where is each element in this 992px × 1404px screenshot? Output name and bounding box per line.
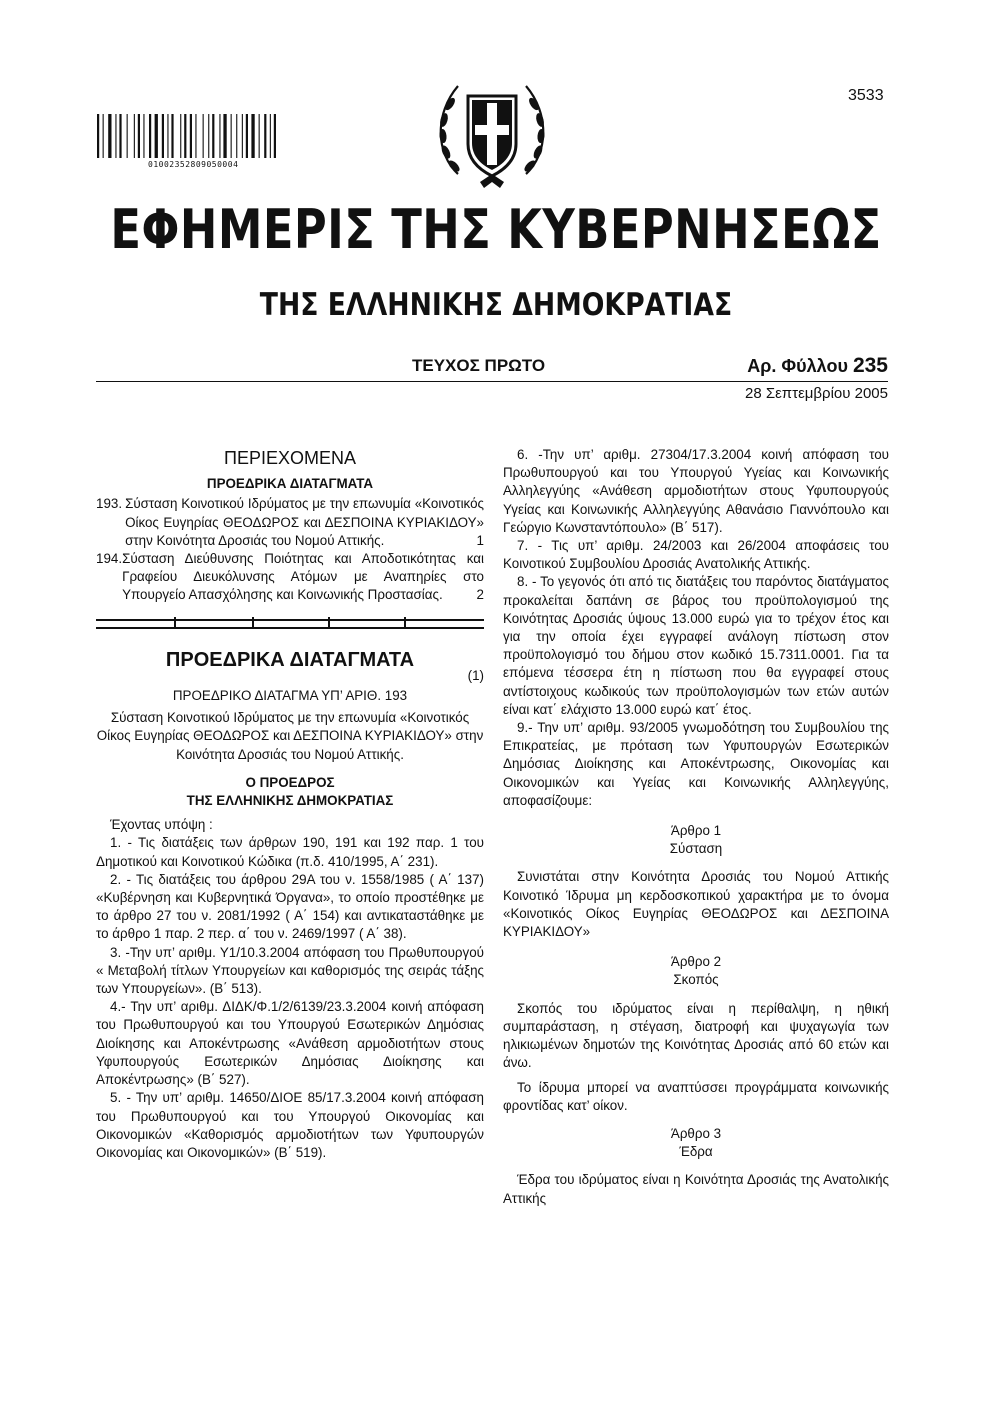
contents-item-194[interactable] <box>96 550 484 605</box>
contents-title: ΠΕΡΙΕΧΟΜΕΝΑ <box>223 448 357 468</box>
president-heading: Ο ΠΡΟΕΔΡΟΣ <box>245 774 335 790</box>
article-2-subtitle: Σκοπός <box>673 972 719 988</box>
paragraph-1: 1. - Τις διατάξεις των άρθρων 190, 191 και 192 παρ. 1 του Δημοτικού και Κοινοτικού Κώδικα (π.δ. 410/1995, Α΄ 231). <box>96 835 484 869</box>
contents-item-193[interactable] <box>96 495 484 550</box>
decree-title: ΠΡΟΕΔΡΙΚΟ ΔΙΑΤΑΓΜΑ ΥΠ’ ΑΡΙΘ. 193 <box>172 688 408 704</box>
article-1-subtitle: Σύσταση <box>669 841 723 857</box>
contents-section: ΠΡΟΕΔΡΙΚΑ ΔΙΑΤΑΓΜΑΤΑ <box>206 476 374 492</box>
decree-subject: Σύσταση Κοινοτικού Ιδρύματος με την επωνυμία «Κοινοτικός Οίκος Ευγηρίας ΘΕΟΔΩΡΟΣ και ΔΕΣΠΟΙΝΑ ΚΥΡΙΑΚΙΔΟΥ» στην Κοινότητα Δροσιάς του Νομού Αττικής. <box>96 710 484 762</box>
sheet-label: Αρ. Φύλλου <box>747 356 848 376</box>
paragraph-5: 5. - Την υπ’ αριθμ. 14650/ΔΙΟΕ 85/17.3.2004 κοινή απόφαση του Πρωθυπουργού και του Υπουργού Οικονομίας και Οικονομικών «Καθορισμός αρμοδιοτήτων των Υφυπουργών Οικονομίας και Οικονομικών» (Β΄ 519). <box>96 1090 484 1160</box>
article-3-title: Άρθρο 3 <box>670 1125 722 1141</box>
contents-item-number: 193. <box>96 496 123 512</box>
sheet-number-value: 235 <box>852 354 888 377</box>
contents-item-page: 2 <box>476 587 484 603</box>
article-1-text: Συνιστάται στην Κοινότητα Δροσιάς του Νομού Αττικής Κοινοτικό Ίδρυμα μη κερδοσκοπικού χαρακτήρα με το όνομα «Κοινοτικός Οίκος Ευγηρίας ΘΕΟΔΩΡΟΣ και ΔΕΣΠΟΙΝΑ ΚΥΡΙΑΚΙΔΟΥ» <box>503 869 889 940</box>
coat-of-arms-emblem <box>428 70 556 198</box>
paragraph-2: 2. - Τις διατάξεις του άρθρου 29Α του ν. 1558/1985 ( Α΄ 137) «Κυβέρνηση και Κυβερνητικά Όργανα», το οποίο προστέθηκε με το άρθρο 27 του ν. 2081/1992 ( Α΄ 154) και αντικαταστάθηκε με το άρθρο 1 παρ. 2 περ. α΄ του ν. 2469/1997 ( Α΄ 38). <box>96 871 484 942</box>
article-2-title: Άρθρο 2 <box>670 954 722 970</box>
president-heading-2: ΤΗΣ ΕΛΛΗΝΙΚΗΣ ΔΗΜΟΚΡΑΤΙΑΣ <box>186 793 394 809</box>
paragraph-8: 8. - Το γεγονός ότι από τις διατάξεις του παρόντος διατάγματος προκαλείται δαπάνη σε βάρος του προϋπολογισμού της Κοινότητας Δροσιάς ύψους 13.000 ευρώ για το τρέχον έτος και για την οποία έχει εγγραφεί ανάλογη πίστωση στον προϋπολογισμό του δήμου στον κωδικό 15.7311.0001. Για τα επόμενα τέσσερα έτη η πίστωση που θα εγγραφεί στους αντίστοιχους κωδικούς των προϋπολογισμών των ετών αυτών είναι κατ΄ ελάχιστο 13.000 ευρώ κατ΄ έτος. <box>503 574 889 717</box>
paragraph-9: 9.- Την υπ’ αριθμ. 93/2005 γνωμοδότηση του Συμβουλίου της Επικρατείας, με πρόταση των Υφυπουργών Εσωτερικών Δημόσιας Διοίκησης και Αποκέντρωσης, Οικονομίας και Οικονομικών και Υγείας και Κοινωνικής Αλληλεγγύης, αποφασίζουμε: <box>503 720 889 808</box>
masthead-subtitle: ΤΗΣ ΕΛΛΗΝΙΚΗΣ ΔΗΜΟΚΡΑΤΙΑΣ <box>259 287 733 323</box>
masthead-title: ΕΦΗΜΕΡΙΣ ΤΗΣ ΚΥΒΕΡΝΗΣΕΩΣ <box>110 198 882 261</box>
header-rule <box>96 381 888 382</box>
contents-item-text: Σύσταση Διεύθυνσης Ποιότητας και Αποδοτικότητας και Γραφείου Διευκόλυνσης Ατόμων με Αναπηρίες στο Υπουργείο Απασχόλησης και Κοινωνικής Προστασίας. <box>122 551 484 603</box>
section-separator <box>96 619 484 629</box>
issue-date: 28 Σεπτεμβρίου 2005 <box>745 385 888 402</box>
contents-item-number: 194. <box>96 551 123 567</box>
left-column <box>96 449 484 1162</box>
page-number: 3533 <box>848 87 884 104</box>
contents-item-text: Σύσταση Κοινοτικού Ιδρύματος με την επωνυμία «Κοινοτικός Οίκος Ευγηρίας ΘΕΟΔΩΡΟΣ και ΔΕΣΠΟΙΝΑ ΚΥΡΙΑΚΙΔΟΥ» στην Κοινότητα Δροσιάς του Νομού Αττικής. <box>125 496 484 548</box>
decree-reference: (1) <box>467 667 484 683</box>
right-column <box>503 446 889 1208</box>
paragraph-4: 4.- Την υπ’ αριθμ. ΔΙΔΚ/Φ.1/2/6139/23.3.2004 κοινή απόφαση του Πρωθυπουργού και του Υπουργού Εσωτερικών Δημόσιας Διοίκησης και Αποκέντρωσης «Ανάθεση αρμοδιοτήτων στους Υφυπουργούς Εσωτερικών Δημόσιας Διοίκησης και Αποκέντρωσης» (Β΄ 527). <box>96 999 484 1088</box>
sheet-number <box>747 354 888 378</box>
article-3-text: Έδρα του ιδρύματος είναι η Κοινότητα Δροσιάς της Ανατολικής Αττικής <box>503 1172 889 1206</box>
paragraph-3: 3. -Την υπ’ αριθμ. Υ1/10.3.2004 απόφαση του Πρωθυπουργού « Μεταβολή τίτλων Υπουργείων και καθορισμός της σειράς τάξης των Υπουργείων». (Β΄ 513). <box>96 944 484 997</box>
barcode-number: 01002352809050004 <box>148 160 239 169</box>
section-heading: ΠΡΟΕΔΡΙΚΑ ΔΙΑΤΑΓΜΑΤΑ <box>165 648 415 671</box>
contents-item-page: 1 <box>476 532 484 548</box>
article-2-text-2: Το ίδρυμα μπορεί να αναπτύσσει προγράμματα κοινωνικής φροντίδας κατ’ οίκον. <box>503 1079 889 1113</box>
having-regard: Έχοντας υπόψη : <box>110 817 213 833</box>
article-2-text-1: Σκοπός του ιδρύματος είναι η περίθαλψη, η ηθική συμπαράσταση, η στέγαση, διατροφή και ψυχαγωγία των ηλικιωμένων δημοτών της Κοινότητας Δροσιάς από 60 ετών και άνω. <box>503 1000 889 1071</box>
paragraph-6: 6. -Την υπ’ αριθμ. 27304/17.3.2004 κοινή απόφαση του Πρωθυπουργού και του Υπουργού Υγείας και Κοινωνικής Αλληλεγγύης «Ανάθεση αρμοδιοτήτων στους Υφυπουργούς Υγείας και Κοινωνικής Αλληλεγγύης Αθανάσιο Γιαννόπουλο και Γεώργιο Κωνσταντόπουλο» (Β΄ 517). <box>503 447 889 535</box>
paragraph-7: 7. - Τις υπ’ αριθμ. 24/2003 και 26/2004 αποφάσεις του Κοινοτικού Συμβουλίου Δροσιάς Ανατολικής Αττικής. <box>503 538 889 572</box>
article-1-title: Άρθρο 1 <box>670 823 722 839</box>
barcode <box>97 114 307 158</box>
article-3-subtitle: Έδρα <box>679 1144 713 1160</box>
issue-label: ΤΕΥΧΟΣ ΠΡΩΤΟ <box>412 356 546 375</box>
